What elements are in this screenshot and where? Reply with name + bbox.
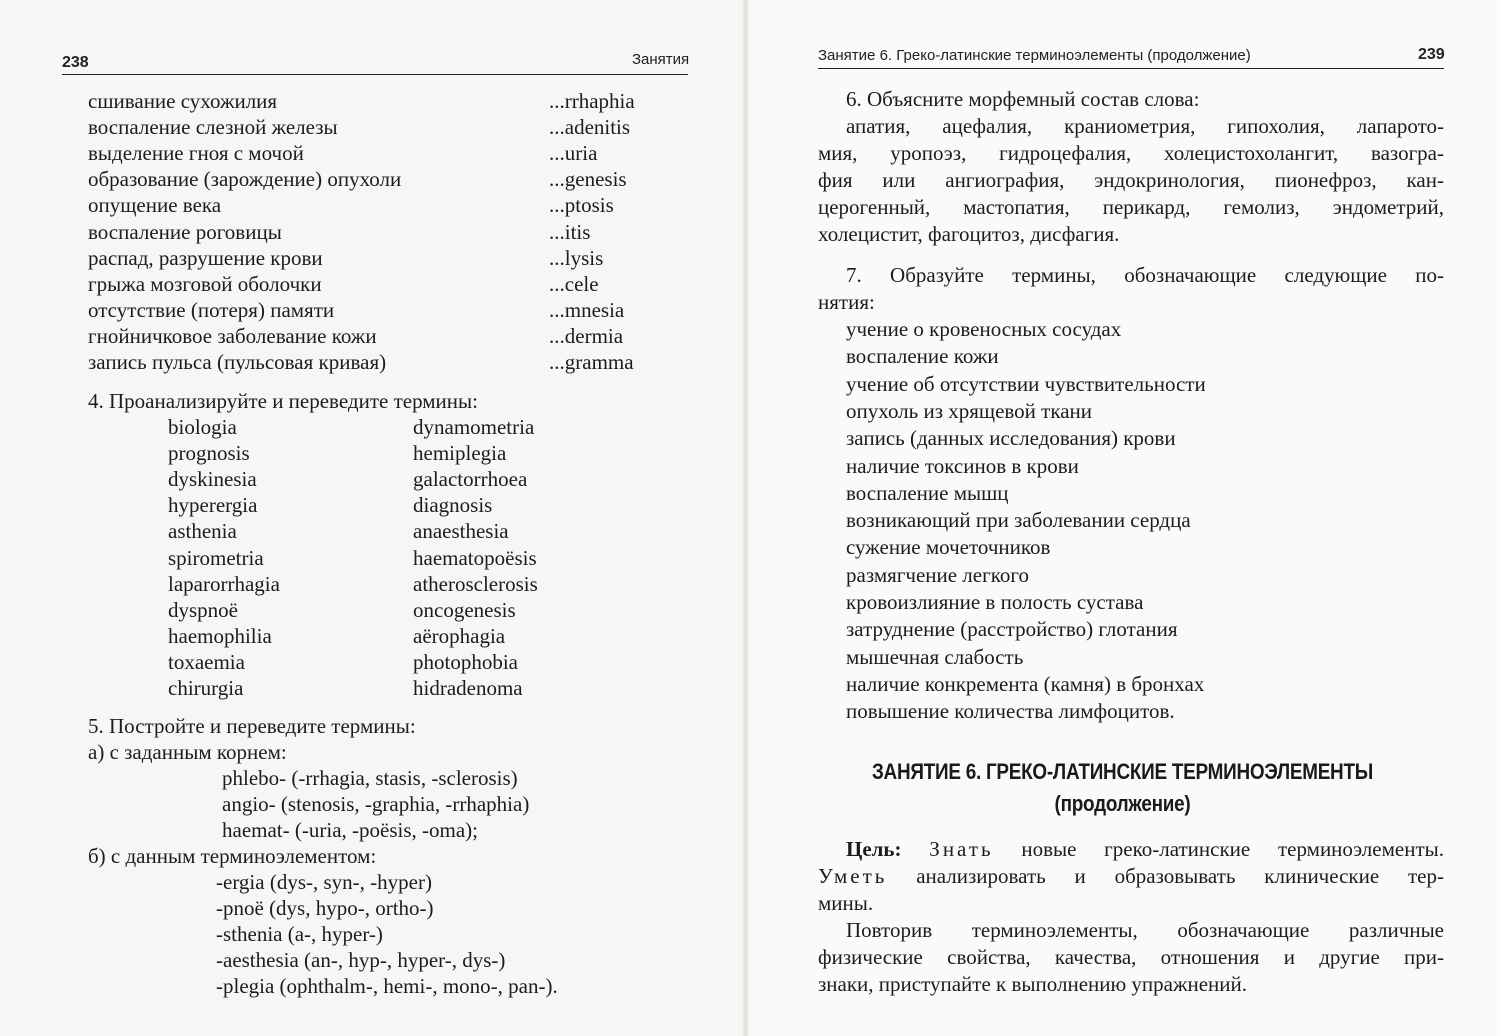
chapter-title-line1: ЗАНЯТИЕ 6. ГРЕКО-ЛАТИНСКИЕ ТЕРМИНОЭЛЕМЕНТЫ — [871, 759, 1374, 784]
left-header-rule — [62, 74, 688, 75]
goal-can: Уметь — [818, 864, 888, 888]
ex5-b-item: -plegia (ophthalm-, hemi-, mono-, pan-). — [216, 974, 558, 998]
ex4-term: toxaemia — [168, 649, 245, 674]
matching-term: ...uria — [549, 141, 598, 166]
ex7-item: воспаление мышц — [846, 480, 1009, 505]
ex7-heading-line2: нятия: — [818, 290, 875, 314]
ex7-item: воспаление кожи — [846, 344, 999, 369]
ex4-term: hemiplegia — [413, 441, 507, 466]
ex6-heading: 6. Объясните морфемный состав слова: — [846, 87, 1200, 111]
ex7-item: опухоль из хрящевой ткани — [846, 398, 1093, 423]
ex4-term: photophobia — [413, 649, 518, 674]
matching-description: выделение гноя с мочой — [88, 141, 304, 166]
matching-term: ...genesis — [549, 167, 627, 192]
ex4-term: anaesthesia — [413, 519, 509, 544]
goal-know: Знать — [929, 837, 994, 861]
ex5-b-label: б) с данным терминоэлементом: — [88, 844, 377, 868]
chapter-title-line2: (продолжение) — [1054, 791, 1191, 816]
ex6-line: апатия, ацефалия, краниометрия, гипохолия, лапарото- — [846, 114, 1444, 138]
left-page-number: 238 — [62, 54, 89, 71]
paragraph-line3: знаки, приступайте к выполнению упражнений. — [818, 972, 1248, 996]
goal-line1-rest: новые греко-латинские терминоэлементы. — [993, 837, 1444, 861]
matching-term: ...ptosis — [549, 193, 614, 218]
ex7-item: размягчение легкого — [846, 562, 1029, 587]
ex7-item: затруднение (расстройство) глотания — [846, 617, 1178, 642]
matching-term: ...rrhaphia — [549, 89, 635, 113]
ex7-item: учение об отсутствии чувствительности — [846, 371, 1206, 396]
ex4-term: hidradenoma — [413, 676, 523, 700]
ex6-line: холецистит, фагоцитоз, дисфагия. — [818, 222, 1120, 246]
ex4-term: dyskinesia — [168, 467, 257, 492]
paragraph-line2: физические свойства, качества, отношения и другие при- — [818, 945, 1444, 969]
ex4-term: biologia — [168, 415, 237, 439]
matching-description: сшивание сухожилия — [88, 89, 278, 113]
ex7-item: наличие токсинов в крови — [846, 453, 1079, 478]
matching-description: гнойничковое заболевание кожи — [88, 323, 377, 348]
ex7-item: запись (данных исследования) крови — [846, 426, 1176, 451]
ex4-term: atherosclerosis — [413, 571, 538, 596]
ex7-item: учение о кровеносных сосудах — [846, 317, 1122, 341]
ex5-b-item: -ergia (dys-, syn-, -hyper) — [216, 870, 432, 894]
book-spine — [742, 0, 750, 1036]
matching-term: ...lysis — [549, 245, 604, 270]
ex7-item: наличие конкремента (камня) в бронхах — [846, 671, 1205, 696]
ex5-a-item: haemat- (-uria, -poësis, -oma); — [222, 818, 478, 842]
matching-term: ...gramma — [549, 350, 634, 374]
ex5-b-item: -aesthesia (an-, hyp-, hyper-, dys-) — [216, 948, 506, 972]
ex5-a-item: phlebo- (-rrhagia, stasis, -sclerosis) — [222, 766, 518, 790]
ex4-term: dynamometria — [413, 415, 535, 439]
ex7-item: возникающий при заболевании сердца — [846, 508, 1191, 533]
matching-term: ...adenitis — [549, 115, 631, 140]
matching-description: запись пульса (пульсовая кривая) — [88, 350, 387, 374]
goal-line3: мины. — [818, 891, 874, 915]
ex7-item: мышечная слабость — [846, 644, 1024, 669]
ex7-heading-line1: 7. Образуйте термины, обозначающие следующие по- — [846, 263, 1444, 287]
ex4-term: aërophagia — [413, 623, 506, 648]
ex5-a-label: а) с заданным корнем: — [88, 740, 287, 764]
goal-line2 — [818, 863, 1444, 890]
matching-description: распад, разрушение крови — [88, 245, 323, 270]
ex4-term: haemophilia — [168, 623, 272, 648]
ex4-term: chirurgia — [168, 676, 244, 700]
ex5-a-item: angio- (stenosis, -graphia, -rrhaphia) — [222, 792, 530, 816]
ex6-line: церогенный, мастопатия, перикард, гемолиз, эндометрий, — [818, 195, 1444, 219]
ex7-item: кровоизлияние в полость сустава — [846, 590, 1144, 614]
ex5-heading: 5. Постройте и переведите термины: — [88, 714, 416, 738]
ex4-term: spirometria — [168, 545, 264, 570]
matching-term: ...mnesia — [549, 297, 625, 322]
ex5-b-item: -pnoë (dys, hypo-, ortho-) — [216, 896, 434, 920]
ex4-term: prognosis — [168, 441, 250, 466]
right-page-number: 239 — [1418, 46, 1445, 63]
ex6-line: мия, уропоэз, гидроцефалия, холецистохолангит, вазогра- — [818, 141, 1444, 165]
goal-label: Цель: — [846, 837, 902, 861]
ex4-term: galactorrhoea — [413, 467, 528, 492]
ex7-item: сужение мочеточников — [846, 535, 1051, 560]
matching-description: грыжа мозговой оболочки — [88, 271, 322, 296]
paragraph-line1: Повторив терминоэлементы, обозначающие различные — [846, 918, 1444, 942]
ex4-term: asthenia — [168, 519, 237, 544]
ex5-b-item: -sthenia (a-, hyper-) — [216, 922, 383, 946]
matching-description: опущение века — [88, 193, 222, 218]
ex4-term: laparorrhagia — [168, 571, 280, 596]
matching-term: ...dermia — [549, 323, 624, 348]
ex4-heading: 4. Проанализируйте и переведите термины: — [88, 389, 478, 413]
ex4-term: diagnosis — [413, 493, 493, 518]
goal-line1 — [846, 836, 1444, 863]
goal-line2-rest: анализировать и образовывать клинические тер- — [887, 864, 1444, 888]
ex4-term: oncogenesis — [413, 597, 516, 622]
matching-term: ...cele — [549, 271, 599, 296]
matching-description: воспаление роговицы — [88, 219, 282, 244]
left-running-head: Занятия — [632, 51, 690, 68]
ex6-line: фия или ангиография, эндокринология, пионефроз, кан- — [818, 168, 1444, 192]
ex4-term: haematopoësis — [413, 545, 537, 570]
right-header-rule — [818, 68, 1444, 69]
matching-description: отсутствие (потеря) памяти — [88, 297, 335, 322]
matching-description: воспаление слезной железы — [88, 115, 338, 140]
matching-term: ...itis — [549, 219, 591, 244]
ex7-item: повышение количества лимфоцитов. — [846, 699, 1175, 724]
matching-description: образование (зарождение) опухоли — [88, 167, 402, 192]
ex4-term: hyperergia — [168, 493, 258, 518]
ex4-term: dyspnoë — [168, 597, 238, 622]
right-running-head: Занятие 6. Греко-латинские терминоэлементы (продолжение) — [818, 47, 1251, 64]
